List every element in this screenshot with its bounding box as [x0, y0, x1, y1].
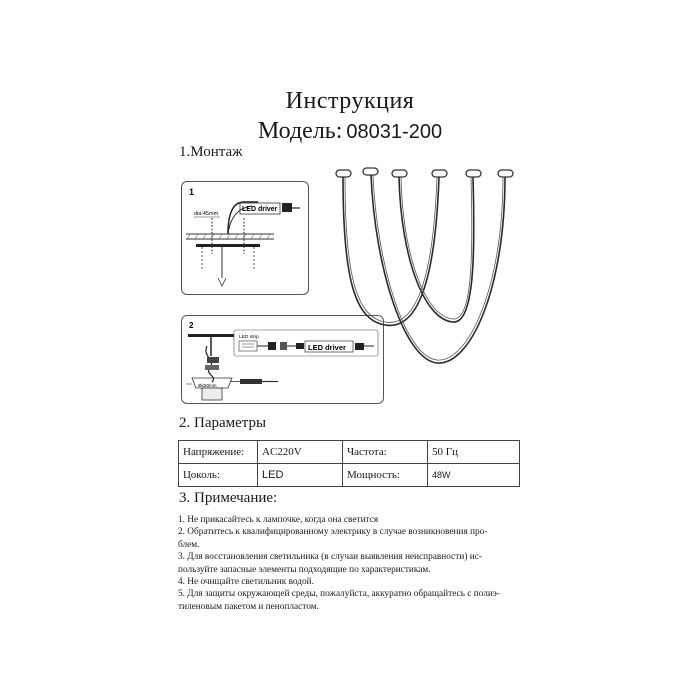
- note-line: 3. Для восстановления светильника (в случаи выявления неисправности) ис-: [178, 552, 482, 563]
- table-row: [179, 464, 520, 487]
- figure-2-driver-label: LED driver: [308, 343, 346, 352]
- figure-1-dia-label: dia:45mm: [194, 211, 219, 217]
- mount-cap-1: [336, 170, 351, 177]
- note-line: тиленовым пакетом и пенопластом.: [178, 601, 319, 612]
- figure-1-box: [181, 181, 309, 295]
- note-line: 2. Обратитесь к квалифицированному электрику в случае возникновения про-: [178, 527, 488, 538]
- model-code: 08031-200: [346, 121, 443, 143]
- note-line: блем.: [178, 539, 200, 550]
- note-line: 5. Для защиты окружающей среды, пожалуйста, аккуратно обращайтесь с полиэ-: [178, 589, 500, 600]
- model-label: Модель:: [257, 118, 343, 144]
- parameters-table: [178, 440, 520, 487]
- note-line: 4. Не очищайте светильник водой.: [178, 577, 314, 588]
- notes-list: [178, 514, 538, 613]
- mount-cap-6: [498, 170, 513, 177]
- mount-cap-5: [466, 170, 481, 177]
- figure-1-illustration: [182, 182, 308, 294]
- param-base-value: LED: [258, 464, 343, 487]
- pendant-lamp-drawing: [325, 160, 525, 375]
- section-notes-heading: 3. Примечание:: [179, 490, 278, 506]
- section-parameters-heading: 2. Параметры: [179, 415, 267, 431]
- note-line: 1. Не прикасайтесь к лампочке, когда она светится: [178, 515, 379, 525]
- tube-loop-1: [343, 177, 439, 325]
- document-title: Инструкция: [285, 88, 415, 114]
- figure-2-number: 2: [189, 321, 194, 330]
- param-power-value: 48W: [428, 464, 520, 487]
- figure-2-size-label: Ø≤80mm: [198, 383, 217, 388]
- tube-loop-3: [399, 177, 474, 322]
- param-voltage-value: AC220V: [258, 441, 343, 464]
- mount-cap-2: [363, 168, 378, 175]
- mount-cap-3: [392, 170, 407, 177]
- figure-1-number: 1: [189, 187, 195, 197]
- figure-2-strip-label: LED strip: [239, 335, 259, 340]
- model-line: [0, 118, 700, 145]
- figure-1-driver-label: LED driver: [242, 206, 278, 213]
- note-line: пользуйте запасные элементы подходящие по характеристикам.: [178, 564, 431, 575]
- param-power-label: Мощность:: [343, 464, 428, 487]
- section-mounting-heading: 1.Монтаж: [179, 144, 243, 160]
- table-row: [179, 441, 520, 464]
- param-frequency-value: 50 Гц: [428, 441, 520, 464]
- param-voltage-label: Напряжение:: [179, 441, 258, 464]
- param-base-label: Цоколь:: [179, 464, 258, 487]
- param-frequency-label: Частота:: [343, 441, 428, 464]
- mount-cap-4: [432, 170, 447, 177]
